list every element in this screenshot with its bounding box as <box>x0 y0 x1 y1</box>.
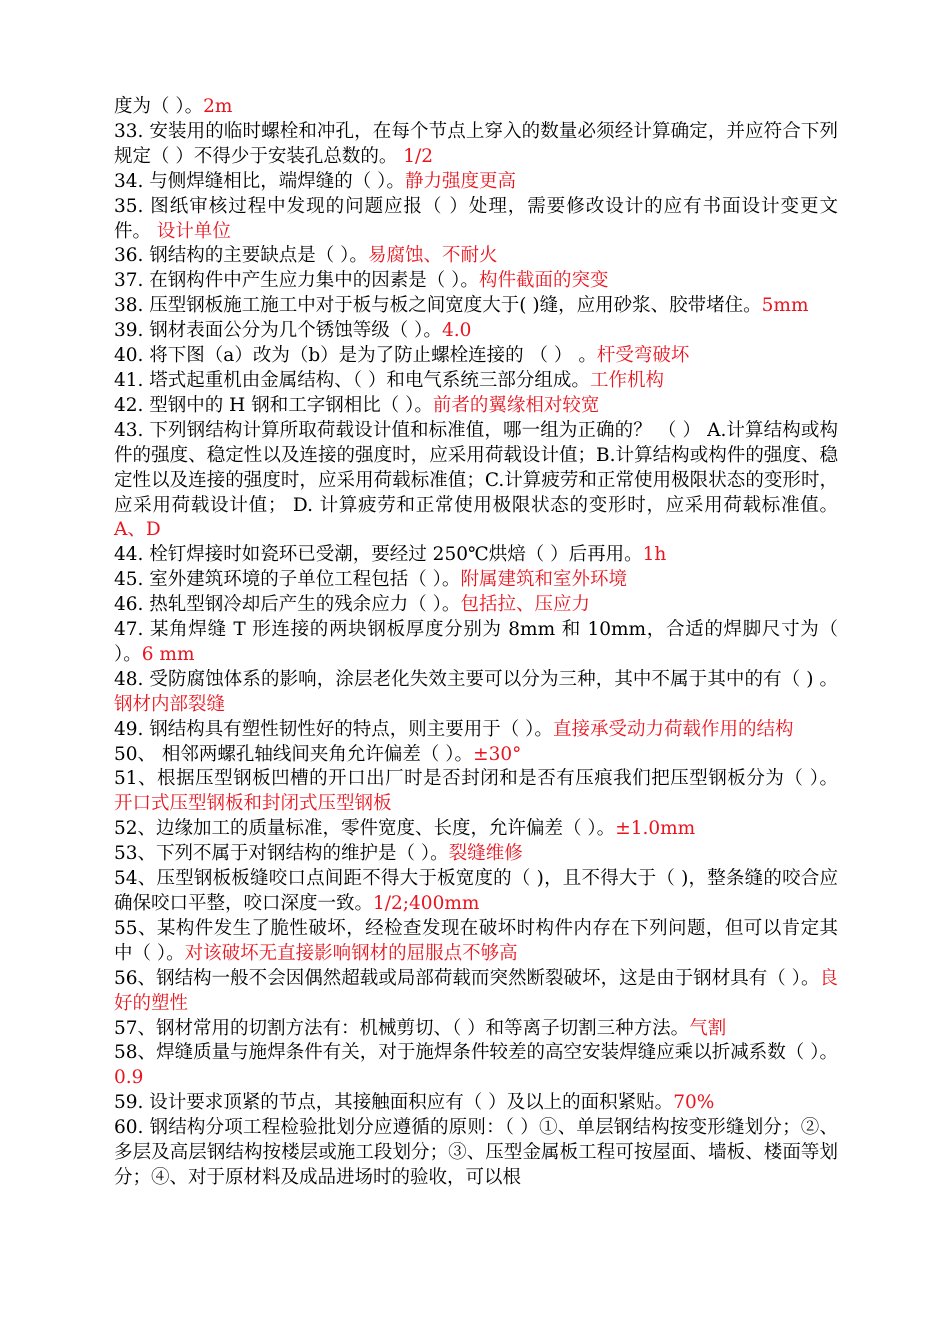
answer: 4.0 <box>441 320 472 342</box>
answer: 1h <box>642 544 667 566</box>
list-item: 48. 受防腐蚀体系的影响，涂层老化失效主要可以分为三种，其中不属于其中的有（ ) 。钢材内部裂缝 <box>114 668 838 715</box>
answer: 构件截面的突变 <box>478 270 609 292</box>
list-item: 39. 钢材表面公分为几个锈蚀等级（ ）。4.0 <box>114 320 472 342</box>
answer: 70% <box>673 1092 715 1114</box>
answer: 钢材内部裂缝 <box>114 693 226 715</box>
list-item: 52、边缘加工的质量标准，零件宽度、长度，允许偏差（ ）。±1.0mm <box>114 818 696 840</box>
list-item: 45. 室外建筑环境的子单位工程包括（ ）。附属建筑和室外环境 <box>114 569 627 591</box>
answer: 静力强度更高 <box>404 170 516 192</box>
list-item: 59. 设计要求顶紧的节点，其接触面积应有（ ）及以上的面积紧贴。70% <box>114 1092 715 1114</box>
answer: 直接承受动力荷载作用的结构 <box>552 718 794 740</box>
list-item: 50、 相邻两螺孔轴线间夹角允许偏差（ ）。±30° <box>114 743 522 765</box>
list-item: 60. 钢结构分项工程检验批划分应遵循的原则：（ ）①、单层钢结构按变形缝划分；②、多层及高层钢结构按楼层或施工段划分；③、压型金属板工程可按屋面、墙板、楼面等划分；④、对于原材料及成品进场时的验收，可以根 <box>114 1117 838 1188</box>
answer: ±30° <box>473 743 522 765</box>
answer: 1/2;400mm <box>373 893 480 914</box>
answer: 易腐蚀、不耐火 <box>367 245 498 267</box>
list-item: 51、根据压型钢板凹槽的开口出厂时是否封闭和是否有压痕我们把压型钢板分为（ ）。 开口式压型钢板和封闭式压型钢板 <box>114 768 838 815</box>
list-item: 55、某构件发生了脆性破坏，经检查发现在破坏时构件内存在下列问题，但可以肯定其中（ ）。对该破坏无直接影响钢材的屈服点不够高 <box>114 917 838 964</box>
list-item: 53、下列不属于对钢结构的维护是（ ）。裂缝维修 <box>114 843 523 865</box>
answer: 前者的翼缘相对较宽 <box>432 394 600 416</box>
list-item: 33. 安装用的临时螺栓和冲孔，在每个节点上穿入的数量必须经计算确定，并应符合下列规定（ ）不得少于安装孔总数的。 1/2 <box>114 120 838 167</box>
answer: 对该破坏无直接影响钢材的屈服点不够高 <box>184 942 518 964</box>
answer: A、D <box>114 519 161 541</box>
answer: 2m <box>203 96 233 117</box>
answer: 包括拉、压应力 <box>460 594 590 616</box>
answer: 良好的塑性 <box>114 967 838 1014</box>
answer: 工作机构 <box>589 369 664 391</box>
answer: 6 mm <box>141 643 195 665</box>
answer: 1/2 <box>403 145 434 167</box>
list-item: 41. 塔式起重机由金属结构、（ ）和电气系统三部分组成。工作机构 <box>114 369 664 391</box>
answer: 附属建筑和室外环境 <box>460 569 627 591</box>
list-item: 43. 下列钢结构计算所取荷载设计值和标准值，哪一组为正确的？ （ ） A.计算结构或构件的强度、稳定性以及连接的强度时，应采用荷载设计值；B.计算结构或构件的强度、稳定性以及连接的强度时，应采用荷载标准值；C.计算疲劳和正常使用极限状态的变形时，应采用荷载设计值； D. 计算疲劳和正常使用极限状态的变形时，应采用荷载标准值。A、D <box>114 419 838 541</box>
list-item: 44. 栓钉焊接时如瓷环已受潮，要经过 250℃烘焙（ ）后再用。1h <box>114 544 667 566</box>
list-item: 36. 钢结构的主要缺点是（ ）。易腐蚀、不耐火 <box>114 245 498 267</box>
list-item: 47. 某角焊缝 T 形连接的两块钢板厚度分别为 8mm 和 10mm，合适的焊脚尺寸为（ ）。6 mm <box>114 619 838 665</box>
answer: ±1.0mm <box>615 818 696 840</box>
list-item: 57、钢材常用的切割方法有：机械剪切、（ ）和等离子切割三种方法。气割 <box>114 1017 727 1039</box>
list-item: 49. 钢结构具有塑性韧性好的特点，则主要用于（ ）。直接承受动力荷载作用的结构 <box>114 718 794 740</box>
list-item: 35. 图纸审核过程中发现的问题应报（ ）处理，需要修改设计的应有书面设计变更文件。 设计单位 <box>114 195 838 242</box>
list-item: 58、焊缝质量与施焊条件有关，对于施焊条件较差的高空安装焊缝应乘以折减系数（ ）。0.9 <box>114 1042 838 1089</box>
answer: 气割 <box>689 1017 727 1039</box>
list-item: 38. 压型钢板施工施工中对于板与板之间宽度大于( )缝，应用砂浆、胶带堵住。5mm <box>114 295 809 317</box>
list-item: 34. 与侧焊缝相比，端焊缝的（ ）。静力强度更高 <box>114 170 516 192</box>
list-item: 56、钢结构一般不会因偶然超载或局部荷载而突然断裂破坏，这是由于钢材具有（ ）。良好的塑性 <box>114 967 838 1014</box>
list-item: 37. 在钢构件中产生应力集中的因素是（ ）。构件截面的突变 <box>114 270 609 292</box>
list-item: 40. 将下图（a）改为（b）是为了防止螺栓连接的 （ ） 。杆受弯破坏 <box>114 345 690 367</box>
answer: 设计单位 <box>156 220 231 242</box>
answer: 杆受弯破坏 <box>596 345 690 367</box>
list-item: 度为（ ）。2m <box>114 96 233 117</box>
list-item: 46. 热轧型钢冷却后产生的残余应力（ ）。包括拉、压应力 <box>114 594 590 616</box>
list-item: 42. 型钢中的 H 钢和工字钢相比（ ）。前者的翼缘相对较宽 <box>114 394 600 416</box>
answer: 0.9 <box>114 1067 144 1089</box>
answer: 开口式压型钢板和封闭式压型钢板 <box>114 793 392 815</box>
answer: 5mm <box>761 295 809 317</box>
document-page <box>114 95 838 1191</box>
list-item: 54、压型钢板板缝咬口点间距不得大于板宽度的（ )，且不得大于（ )，整条缝的咬合应确保咬口平整，咬口深度一致。1/2;400mm <box>114 868 838 914</box>
answer: 裂缝维修 <box>448 843 523 865</box>
